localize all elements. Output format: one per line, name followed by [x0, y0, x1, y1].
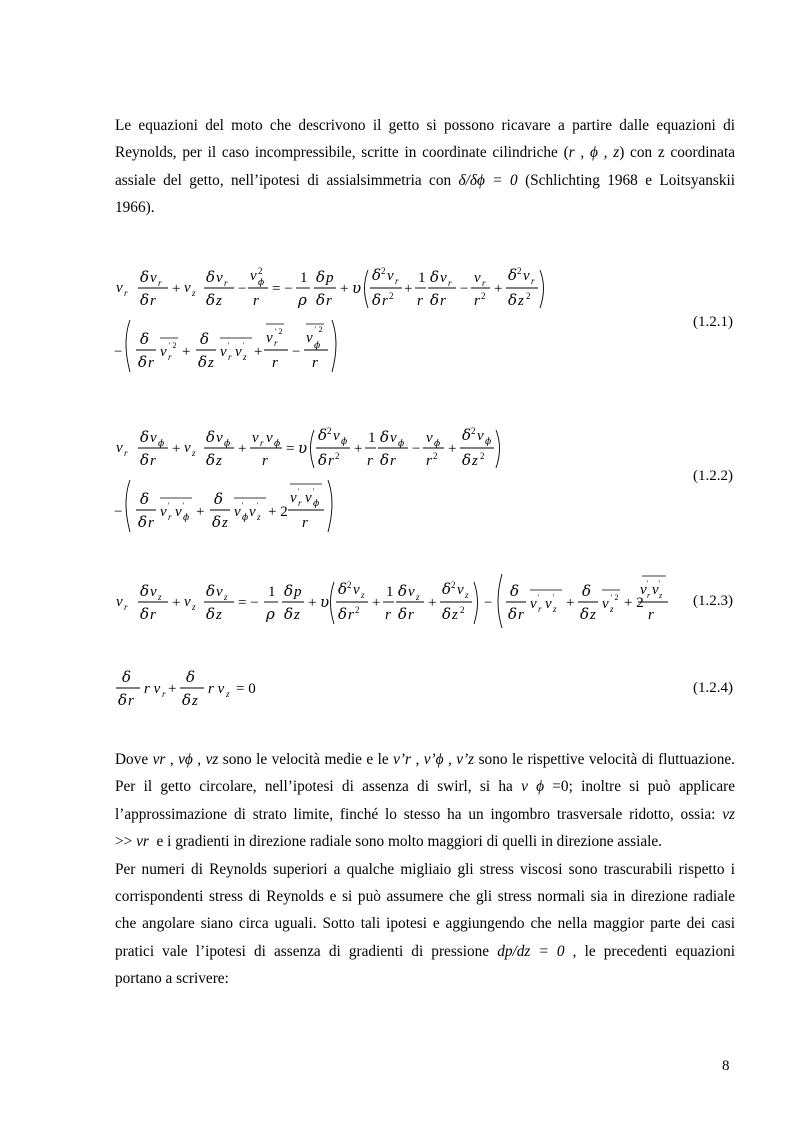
discussion-line-6: corrispondenti stress di Reynolds e si può assumere che gli stress normali sia in direzione radiale — [115, 888, 735, 906]
svg-text:δ: δ — [206, 451, 216, 469]
svg-text:δ: δ — [138, 353, 148, 371]
svg-text:v: v — [602, 596, 609, 612]
svg-text:r: r — [168, 352, 172, 362]
svg-text:+: + — [566, 595, 575, 611]
svg-text:δ: δ — [580, 605, 590, 623]
svg-text:δ: δ — [380, 451, 390, 469]
svg-text:+: + — [172, 281, 181, 297]
svg-text:' 2: ' 2 — [611, 593, 619, 602]
svg-text:δ: δ — [338, 605, 348, 623]
svg-text:δ: δ — [122, 668, 132, 686]
svg-text:v: v — [530, 596, 537, 612]
svg-text:δ: δ — [140, 451, 150, 469]
svg-text:ϕ: ϕ — [434, 439, 441, 449]
svg-text:z: z — [216, 607, 222, 623]
svg-text:v: v — [116, 280, 123, 296]
svg-text:v: v — [216, 584, 223, 600]
svg-text:r: r — [417, 293, 423, 309]
equation-number-1-2-3: (1.2.3) — [693, 593, 733, 609]
svg-text:v: v — [150, 270, 157, 286]
svg-text:δ: δ — [284, 605, 294, 623]
svg-text:v: v — [220, 344, 227, 360]
svg-text:': ' — [228, 341, 230, 350]
svg-text:δ: δ — [508, 605, 518, 623]
svg-text:δ: δ — [214, 490, 224, 508]
svg-text:z: z — [553, 604, 557, 614]
svg-text:v: v — [160, 504, 167, 520]
svg-text:': ' — [242, 501, 244, 510]
svg-text:ρ: ρ — [298, 291, 307, 309]
svg-text:−: − — [114, 504, 123, 520]
svg-text:z: z — [294, 607, 300, 623]
svg-text:r: r — [518, 607, 524, 623]
svg-text:υ: υ — [298, 439, 308, 457]
svg-text:v: v — [252, 430, 259, 446]
svg-text:z: z — [158, 592, 162, 602]
svg-text:+: + — [238, 441, 247, 457]
svg-text:1: 1 — [418, 270, 426, 286]
svg-text:δ: δ — [140, 605, 150, 623]
svg-text:r: r — [647, 591, 651, 600]
svg-text:z: z — [222, 515, 228, 531]
intro-line-3: assiale del getto, nell’ipotesi di assialsimmetria con δ/δϕ = 0 (Schlichting 1968 e Loitsyanskii — [115, 171, 736, 189]
svg-text:r: r — [148, 515, 154, 531]
svg-text:1: 1 — [386, 584, 394, 600]
svg-text:δ: δ — [430, 291, 440, 309]
svg-text:δ: δ — [206, 268, 216, 286]
svg-text:v: v — [387, 268, 394, 284]
svg-text:ϕ: ϕ — [485, 437, 492, 447]
svg-text:=: = — [286, 441, 295, 457]
svg-text:−: − — [114, 344, 123, 360]
svg-text:v: v — [306, 330, 313, 346]
svg-text:': ' — [298, 487, 300, 496]
discussion-line-4: >> vr e i gradienti in direzione radiale sono molto maggiori di quelli in direzione assiale. — [115, 833, 662, 851]
svg-text:δ: δ — [140, 582, 150, 600]
svg-text:r: r — [382, 293, 388, 309]
svg-text:+: + — [340, 281, 349, 297]
svg-text:v: v — [333, 428, 340, 444]
svg-text:r: r — [274, 338, 278, 348]
svg-text:z: z — [226, 689, 230, 699]
svg-text:2: 2 — [481, 291, 486, 301]
svg-text:z: z — [465, 590, 469, 600]
svg-text:v: v — [216, 430, 223, 446]
svg-text:ϕ: ϕ — [242, 513, 249, 523]
svg-text:ϕ: ϕ — [258, 278, 265, 288]
intro-line-4: 1966). — [115, 199, 155, 217]
svg-text:δ: δ — [442, 605, 452, 623]
discussion-line-3: l’approssimazione di strato limite, finché lo stesso ha un ingombro trasversale ridotto, ossia: vz — [115, 805, 735, 823]
svg-text:−: − — [412, 441, 421, 457]
svg-text:z: z — [416, 592, 420, 602]
svg-text:2: 2 — [480, 451, 485, 461]
svg-text:p: p — [294, 584, 302, 600]
svg-text:+: + — [172, 595, 181, 611]
svg-text:2: 2 — [389, 291, 394, 301]
svg-text:−: − — [292, 344, 301, 360]
svg-text:r: r — [326, 293, 332, 309]
svg-text:' 2: ' 2 — [275, 327, 283, 336]
svg-text:v: v — [457, 582, 464, 598]
svg-text:v: v — [175, 504, 182, 520]
equation-number-1-2-2: (1.2.2) — [693, 468, 733, 484]
svg-text:r: r — [124, 448, 128, 458]
svg-text:δ: δ — [140, 268, 150, 286]
svg-text:ϕ: ϕ — [314, 341, 321, 351]
svg-text:ϕ: ϕ — [158, 439, 165, 449]
svg-text:v: v — [640, 582, 647, 598]
svg-text:v: v — [250, 268, 257, 284]
discussion-line-9: portano a scrivere: — [115, 970, 229, 988]
svg-text:z: z — [257, 512, 261, 522]
svg-text:r: r — [312, 355, 318, 371]
svg-text:v: v — [545, 596, 552, 612]
svg-text:2: 2 — [517, 266, 522, 276]
svg-text:z: z — [243, 352, 247, 362]
svg-text:r: r — [224, 278, 228, 288]
svg-text:δ: δ — [462, 426, 472, 444]
svg-text:2: 2 — [355, 605, 360, 615]
svg-text:': ' — [183, 501, 185, 510]
svg-text:z: z — [192, 448, 196, 458]
svg-text:δ: δ — [398, 582, 408, 600]
svg-text:v: v — [234, 504, 241, 520]
svg-text:δ: δ — [140, 428, 150, 446]
svg-text:δ: δ — [442, 580, 452, 598]
equation-1-2-2 — [110, 418, 550, 543]
svg-text:δ: δ — [318, 426, 328, 444]
svg-text:δ: δ — [182, 691, 192, 709]
svg-text:+: + — [354, 441, 363, 457]
svg-text:r: r — [440, 293, 446, 309]
svg-text:v: v — [523, 268, 530, 284]
svg-text:= −: = − — [272, 281, 293, 297]
svg-text:δ: δ — [138, 513, 148, 531]
svg-text:δ: δ — [582, 582, 592, 600]
svg-text:δ: δ — [316, 291, 326, 309]
svg-text:1: 1 — [368, 430, 376, 446]
equation-1-2-3 — [110, 568, 670, 630]
svg-text:+: + — [182, 344, 191, 360]
svg-text:δ: δ — [462, 451, 472, 469]
svg-text:v: v — [474, 270, 481, 286]
svg-text:+: + — [308, 595, 317, 611]
svg-text:δ: δ — [212, 513, 222, 531]
svg-text:v: v — [150, 584, 157, 600]
svg-text:ϕ: ϕ — [398, 439, 405, 449]
svg-text:r: r — [128, 693, 134, 709]
svg-text:': ' — [243, 341, 245, 350]
inline-math-dpdz: dp/dz = 0 — [497, 942, 565, 960]
svg-text:v: v — [477, 428, 484, 444]
svg-text:z: z — [590, 607, 596, 623]
svg-text:v: v — [216, 270, 223, 286]
svg-text:v: v — [652, 582, 659, 598]
svg-text:δ: δ — [510, 582, 520, 600]
svg-text:' 2: ' 2 — [169, 341, 177, 350]
svg-text:v: v — [440, 270, 447, 286]
svg-text:r: r — [408, 607, 414, 623]
svg-text:v: v — [390, 430, 397, 446]
svg-text:r: r — [260, 438, 264, 448]
svg-text:r: r — [531, 276, 535, 286]
svg-text:z: z — [452, 607, 458, 623]
svg-text:v: v — [266, 330, 273, 346]
svg-text:v: v — [290, 490, 297, 506]
svg-text:r v: r v — [144, 681, 161, 697]
svg-text:': ' — [257, 501, 259, 510]
svg-text:': ' — [647, 579, 649, 588]
discussion-line-5: Per numeri di Reynolds superiori a qualche migliaio gli stress viscosi sono trascurabili rispetto i — [115, 860, 735, 878]
svg-text:δ: δ — [316, 268, 326, 286]
svg-text:z: z — [216, 293, 222, 309]
svg-text:δ: δ — [140, 291, 150, 309]
svg-text:δ: δ — [140, 330, 150, 348]
discussion-line-7: che angolare siano circa uguali. Sotto tali ipotesi e aggiungendo che nella maggior parte dei casi — [115, 915, 735, 933]
svg-text:+: + — [494, 281, 503, 297]
svg-text:r: r — [262, 453, 268, 469]
svg-text:r: r — [158, 278, 162, 288]
svg-text:z: z — [224, 592, 228, 602]
svg-text:−: − — [460, 281, 469, 297]
discussion-line-8: pratici vale l’ipotesi di assenza di gradienti di pressione dp/dz = 0 , le precedenti equazioni — [115, 942, 735, 960]
svg-text:v: v — [116, 594, 123, 610]
svg-text:δ: δ — [372, 291, 382, 309]
svg-text:−: − — [238, 281, 247, 297]
svg-text:ρ: ρ — [266, 605, 275, 623]
svg-text:v: v — [408, 584, 415, 600]
svg-text:+: + — [254, 344, 263, 360]
svg-text:v: v — [353, 582, 360, 598]
svg-text:δ: δ — [206, 605, 216, 623]
discussion-line-2: Per il getto circolare, nell’ipotesi di assenza di swirl, si ha v ϕ =0; inoltre si può applicare — [115, 778, 735, 796]
svg-text:r: r — [168, 512, 172, 522]
svg-text:+: + — [428, 595, 437, 611]
svg-text:r: r — [482, 278, 486, 288]
svg-text:δ: δ — [380, 428, 390, 446]
svg-text:δ: δ — [318, 451, 328, 469]
svg-text:2: 2 — [335, 451, 340, 461]
svg-text:r: r — [150, 293, 156, 309]
svg-text:+: + — [196, 504, 205, 520]
discussion-line-1: Dove vr , vϕ , vz sono le velocità medie e le v’r , v’ϕ , v’z sono le rispettive velocità di fluttuazione. — [115, 751, 735, 768]
svg-text:ϕ: ϕ — [274, 439, 281, 449]
svg-text:' 2: ' 2 — [315, 325, 323, 334]
svg-text:p: p — [326, 270, 334, 286]
svg-text:r: r — [385, 607, 391, 623]
intro-paragraph — [115, 112, 735, 222]
svg-text:1: 1 — [268, 584, 276, 600]
svg-text:r: r — [124, 288, 128, 298]
page-number: 8 — [722, 1058, 730, 1074]
svg-text:1: 1 — [300, 270, 308, 286]
svg-text:δ: δ — [206, 428, 216, 446]
svg-text:ϕ: ϕ — [313, 499, 320, 509]
svg-text:z: z — [659, 591, 663, 600]
svg-text:r: r — [253, 293, 259, 309]
svg-text:z: z — [518, 293, 524, 309]
svg-text:': ' — [553, 593, 555, 602]
svg-text:z: z — [610, 604, 614, 614]
svg-text:υ: υ — [352, 279, 362, 297]
equation-1-2-1 — [110, 258, 550, 383]
svg-text:+ 2: + 2 — [268, 504, 288, 520]
svg-text:v: v — [266, 430, 273, 446]
svg-text:ϕ: ϕ — [183, 513, 190, 523]
svg-text:2: 2 — [526, 291, 531, 301]
svg-text:v: v — [184, 594, 191, 610]
svg-text:2: 2 — [460, 605, 465, 615]
svg-text:2: 2 — [327, 426, 332, 436]
svg-text:δ: δ — [398, 605, 408, 623]
inline-math-dphi: δ/δϕ = 0 — [458, 171, 518, 189]
svg-text:δ: δ — [372, 266, 382, 284]
svg-text:v: v — [235, 344, 242, 360]
svg-text:δ: δ — [508, 266, 518, 284]
intro-line-1: Le equazioni del moto che descrivono il getto si possono ricavare a partire dalle equazioni di — [115, 117, 735, 134]
svg-text:−: − — [484, 595, 493, 611]
svg-text:δ: δ — [118, 691, 128, 709]
svg-text:z: z — [192, 288, 196, 298]
svg-text:r: r — [124, 602, 128, 612]
svg-text:r: r — [474, 293, 480, 309]
svg-text:= 0: = 0 — [236, 681, 256, 697]
svg-text:+: + — [372, 595, 381, 611]
svg-text:r: r — [348, 607, 354, 623]
svg-text:+: + — [168, 681, 177, 697]
discussion-paragraph — [115, 746, 735, 993]
svg-text:r: r — [150, 607, 156, 623]
equation-number-1-2-1: (1.2.1) — [693, 314, 733, 330]
svg-text:r v: r v — [208, 681, 225, 697]
svg-text:δ: δ — [140, 490, 150, 508]
svg-text:r: r — [228, 352, 232, 362]
svg-text:ϕ: ϕ — [224, 439, 231, 449]
svg-text:r: r — [272, 355, 278, 371]
svg-text:': ' — [538, 593, 540, 602]
svg-text:r: r — [162, 689, 166, 699]
svg-text:δ: δ — [198, 353, 208, 371]
svg-text:δ: δ — [206, 291, 216, 309]
svg-text:r: r — [390, 453, 396, 469]
svg-text:r: r — [328, 453, 334, 469]
svg-text:δ: δ — [284, 582, 294, 600]
svg-text:δ: δ — [186, 668, 196, 686]
svg-text:r: r — [298, 498, 302, 508]
svg-text:2: 2 — [451, 580, 456, 590]
svg-text:+: + — [404, 281, 413, 297]
svg-text:z: z — [472, 453, 478, 469]
svg-text:z: z — [216, 453, 222, 469]
svg-text:z: z — [208, 355, 214, 371]
svg-text:': ' — [168, 501, 170, 510]
svg-text:+: + — [172, 441, 181, 457]
svg-text:δ: δ — [430, 268, 440, 286]
svg-text:v: v — [249, 504, 256, 520]
svg-text:v: v — [184, 280, 191, 296]
svg-text:r: r — [148, 355, 154, 371]
equation-1-2-4 — [110, 664, 310, 716]
svg-text:': ' — [313, 487, 315, 496]
svg-text:': ' — [659, 579, 661, 588]
svg-text:δ: δ — [338, 580, 348, 598]
svg-text:v: v — [116, 440, 123, 456]
svg-text:z: z — [192, 602, 196, 612]
svg-text:r: r — [448, 278, 452, 288]
svg-text:ϕ: ϕ — [341, 437, 348, 447]
svg-text:v: v — [426, 430, 433, 446]
svg-text:r: r — [538, 604, 542, 614]
svg-text:r: r — [426, 453, 432, 469]
svg-text:= −: = − — [238, 595, 259, 611]
svg-text:δ: δ — [206, 582, 216, 600]
svg-text:2: 2 — [471, 426, 476, 436]
svg-text:v: v — [160, 344, 167, 360]
svg-text:2: 2 — [433, 451, 438, 461]
svg-text:v: v — [184, 440, 191, 456]
svg-text:r: r — [302, 515, 308, 531]
svg-text:2: 2 — [347, 580, 352, 590]
svg-text:r: r — [367, 453, 373, 469]
equation-number-1-2-4: (1.2.4) — [693, 680, 733, 696]
svg-text:υ: υ — [320, 593, 330, 611]
svg-text:z: z — [192, 693, 198, 709]
svg-text:+: + — [448, 441, 457, 457]
svg-text:δ: δ — [200, 330, 210, 348]
svg-text:r: r — [150, 453, 156, 469]
intro-line-2: Reynolds, per il caso incompressibile, scritte in coordinate cilindriche (r , ϕ , z) con z coordinata — [115, 144, 735, 162]
svg-text:v: v — [150, 430, 157, 446]
svg-text:2: 2 — [258, 266, 263, 276]
svg-text:+ 2: + 2 — [624, 595, 644, 611]
svg-text:v: v — [305, 490, 312, 506]
svg-text:r: r — [395, 276, 399, 286]
svg-text:r: r — [648, 607, 654, 623]
svg-text:2: 2 — [381, 266, 386, 276]
svg-text:z: z — [361, 590, 365, 600]
svg-text:δ: δ — [508, 291, 518, 309]
